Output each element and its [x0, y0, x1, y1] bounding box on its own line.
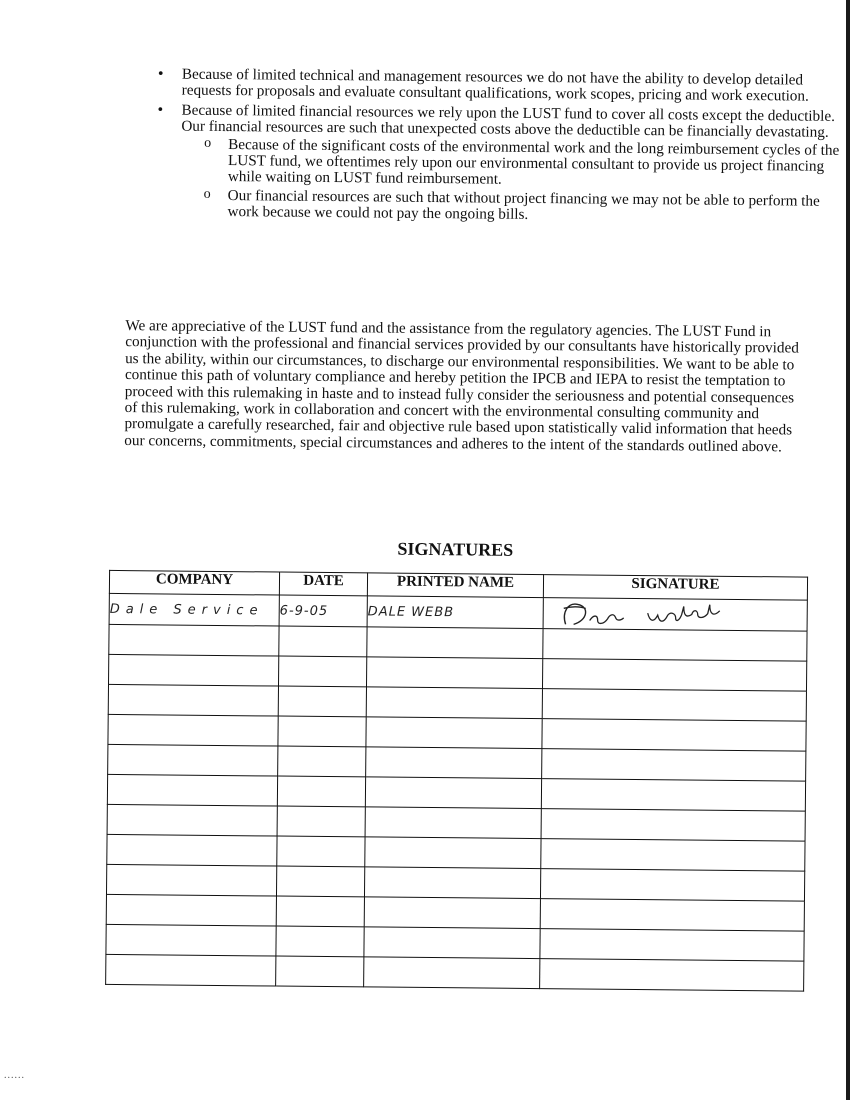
date-cell [279, 626, 367, 657]
company-cell [108, 744, 278, 776]
signature-cell [541, 809, 805, 842]
printed-name-cell [366, 687, 542, 719]
signatures-heading: SIGNATURES [397, 538, 514, 560]
company-cell: Dale Service [109, 593, 279, 626]
sub-bullet-item [227, 188, 840, 226]
company-cell [107, 834, 277, 866]
bullet-text: Because of limited technical and management resources we do not have the ability to develop detailed requests for proposals and evaluate consultant qualifications, work scopes, pricing and work execution. [181, 65, 809, 105]
handwritten-signature [544, 598, 804, 630]
company-cell [106, 894, 276, 926]
date-cell [276, 956, 364, 987]
table-row [106, 954, 804, 991]
date-cell [278, 716, 366, 747]
column-header-printed-name: PRINTED NAME [367, 573, 543, 598]
closing-paragraph: We are appreciative of the LUST fund and the assistance from the regulatory agencies. The LUST Fund in conjunction with the professional and financial services provided by our consultants have historically provided us the ability, within our circumstances, to discharge our environmental responsibilities. We want to be able to continue this path of voluntary compliance and hereby petition the IPCB and IEPA to resist the temptation to proceed with this rulemaking in haste and to instead fully consider the seriousness and potential consequences of this rulemaking, work in collaboration and concert with the environmental consulting community and promulgate a carefully researched, fair and objective rule based upon statistically valid information that heeds our concerns, commitments, special circumstances and adheres to the intent of the standards outlined above. [124, 317, 799, 456]
company-cell [106, 954, 276, 986]
printed-name-cell [366, 747, 542, 779]
column-header-signature: SIGNATURE [543, 575, 807, 601]
date-cell [278, 746, 366, 777]
signature-cell [540, 959, 804, 992]
sub-bullet-text: Because of the significant costs of the environmental work and the long reimbursement cycles of the LUST fund, we oftentimes rely upon our environmental consultant to provide us project financing while waiting on LUST fund reimbursement. [227, 136, 840, 188]
sub-bullet-list [180, 137, 841, 226]
printed-name-cell [365, 807, 541, 839]
signature-cell [543, 629, 807, 662]
date-cell [277, 806, 365, 837]
sub-bullet-text: Our financial resources are such that without project financing we may not be able to perform the work because we could not pay the ongoing bills. [227, 187, 820, 223]
company-cell [106, 864, 276, 896]
bullet-list [138, 66, 841, 230]
scan-marks: ...... [4, 1070, 25, 1081]
signature-cell [542, 659, 806, 692]
company-cell [109, 624, 279, 656]
date-cell [277, 776, 365, 807]
printed-name-cell: DALE WEBB [367, 596, 543, 629]
printed-name-cell [366, 657, 542, 689]
printed-name-cell [364, 927, 540, 959]
date-cell [276, 896, 364, 927]
signature-cell [540, 929, 804, 962]
company-cell [108, 714, 278, 746]
column-header-company: COMPANY [109, 570, 279, 595]
sub-bullet-item [228, 137, 841, 191]
signature-cell [541, 839, 805, 872]
date-cell [278, 686, 366, 717]
signature-cell [540, 899, 804, 932]
printed-name-cell [365, 777, 541, 809]
printed-name-cell [364, 867, 540, 899]
signature-cell [540, 869, 804, 902]
company-cell [107, 804, 277, 836]
company-cell [106, 924, 276, 956]
date-cell [278, 656, 366, 687]
printed-name-cell [366, 717, 542, 749]
bullet-text: Because of limited financial resources we rely upon the LUST fund to cover all costs except the deductible. Our financial resources are such that unexpected costs above the deductible can be financially devastating. [181, 101, 835, 141]
signature-cell [541, 779, 805, 812]
company-cell [108, 684, 278, 716]
date-cell [276, 866, 364, 897]
date-cell [277, 836, 365, 867]
signature-cell [542, 719, 806, 752]
signature-table [105, 570, 808, 992]
printed-name-cell [364, 897, 540, 929]
company-cell [109, 654, 279, 686]
bullet-item [180, 103, 841, 226]
signature-cell [542, 689, 806, 722]
signature-cell [542, 749, 806, 782]
printed-name-cell [367, 627, 543, 659]
signature-cell [543, 598, 807, 632]
printed-name-cell [364, 957, 540, 989]
printed-name-cell [365, 837, 541, 869]
company-cell [107, 774, 277, 806]
date-cell: 6-9-05 [279, 595, 367, 627]
column-header-date: DATE [279, 572, 367, 596]
date-cell [276, 926, 364, 957]
bullet-item [182, 67, 842, 105]
